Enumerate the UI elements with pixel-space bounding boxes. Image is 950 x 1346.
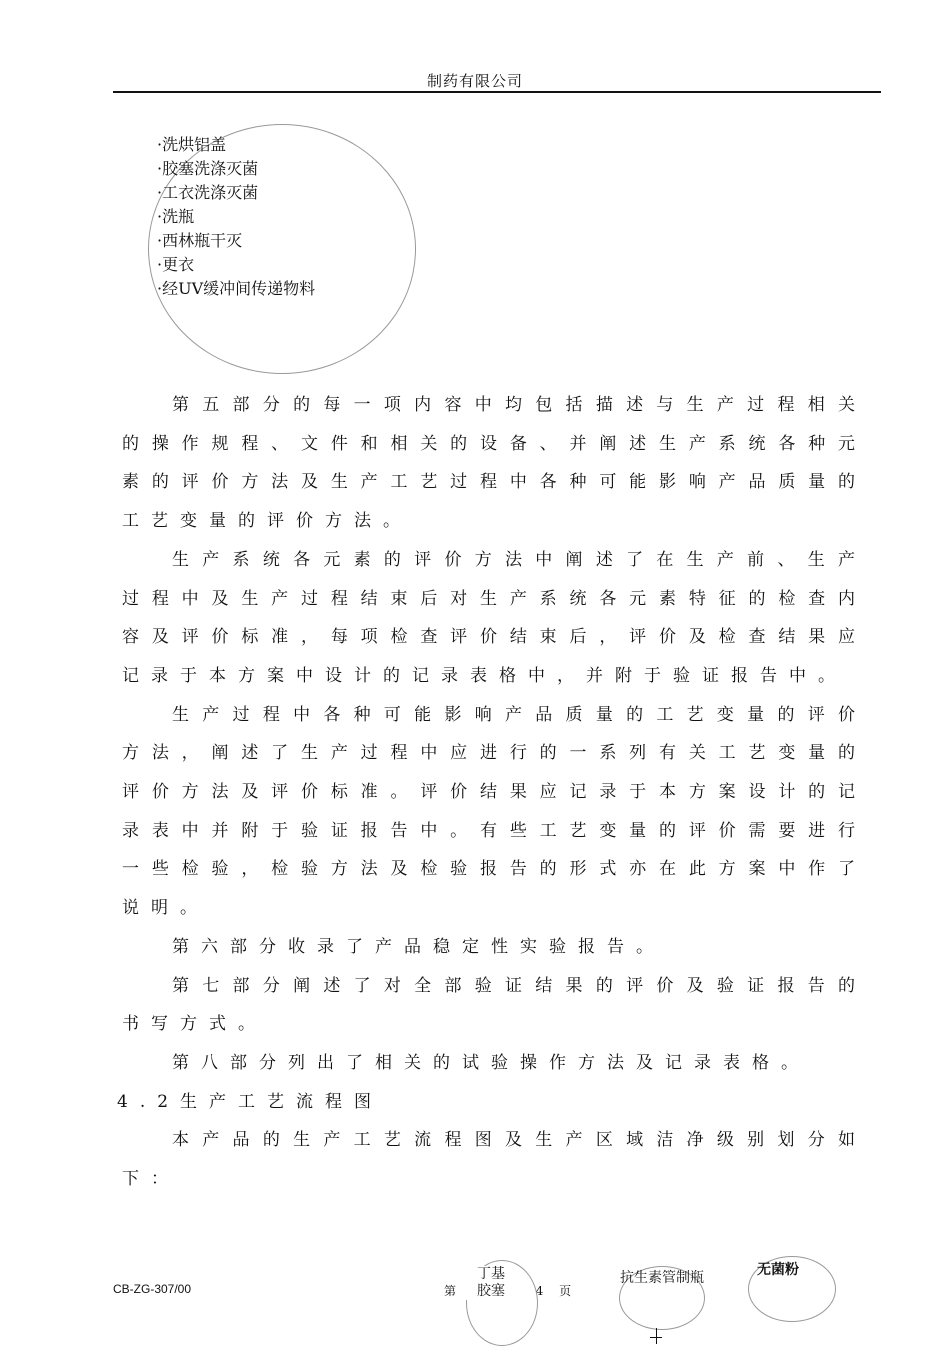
header-divider [113,91,881,93]
body-text [117,386,867,1199]
flow-node-stopper-label: 丁基 胶塞 [466,1266,516,1300]
page-header-title: 制药有限公司 [426,72,523,90]
bullet-item: ·洗瓶 [157,207,195,226]
bullet-item: ·胶塞洗涤灭菌 [157,159,259,178]
section-heading: 4.2生产工艺流程图 [117,1091,384,1112]
paragraph-part-six: 第六部分收录了产品稳定性实验报告。 [172,936,665,957]
bullet-item: ·工衣洗涤灭菌 [157,183,259,202]
paragraph-part-eight: 第八部分列出了相关的试验操作方法及记录表格。 [172,1052,810,1073]
flow-connector-tick [650,1337,662,1338]
bullet-item: ·洗烘铝盖 [157,135,227,154]
process-bullet-list [157,133,315,301]
flow-node-vial-label: 抗生素管制瓶 [620,1270,704,1286]
bullet-item: ·西林瓶干灭 [157,231,243,250]
page-prefix: 第 [444,1284,463,1298]
page-suffix: 4 页 [535,1284,578,1298]
paragraph-process-variables: 生产过程中各种可能影响产品质量的工艺变量的评价方法，阐述了生产过程中应进行的一系列有关工艺变量的评价方法及评价标准。评价结果应记录于本方案设计的记录表中并附于验证报告中。有些工艺变量的评价需要进行一些检验，检验方法及检验报告的形式亦在此方案中作了说明。 [122,704,867,919]
flow-node-powder-label: 无菌粉 [757,1262,799,1278]
paragraph-part-five: 第五部分的每一项内容中均包括描述与生产过程相关的操作规程、文件和相关的设备、并阐述生产系统各种元素的评价方法及生产工艺过程中各种可能影响产品质量的工艺变量的评价方法。 [122,395,867,532]
paragraph-flow-intro: 本产品的生产工艺流程图及生产区域洁净级别划分如下： [122,1130,867,1190]
document-code: CB-ZG-307/00 [113,1282,192,1296]
bullet-item: ·更衣 [157,255,195,274]
paragraph-system-elements: 生产系统各元素的评价方法中阐述了在生产前、生产过程中及生产过程结束后对生产系统各元素特征的检查内容及评价标准，每项检查评价结束后，评价及检查结果应记录于本方案中设计的记录表格中，并附于验证报告中。 [122,549,867,686]
paragraph-part-seven: 第七部分阐述了对全部验证结果的评价及验证报告的书写方式。 [122,975,867,1035]
flow-connector-line [656,1328,657,1344]
bullet-item: ·经UV缓冲间传递物料 [157,279,316,298]
